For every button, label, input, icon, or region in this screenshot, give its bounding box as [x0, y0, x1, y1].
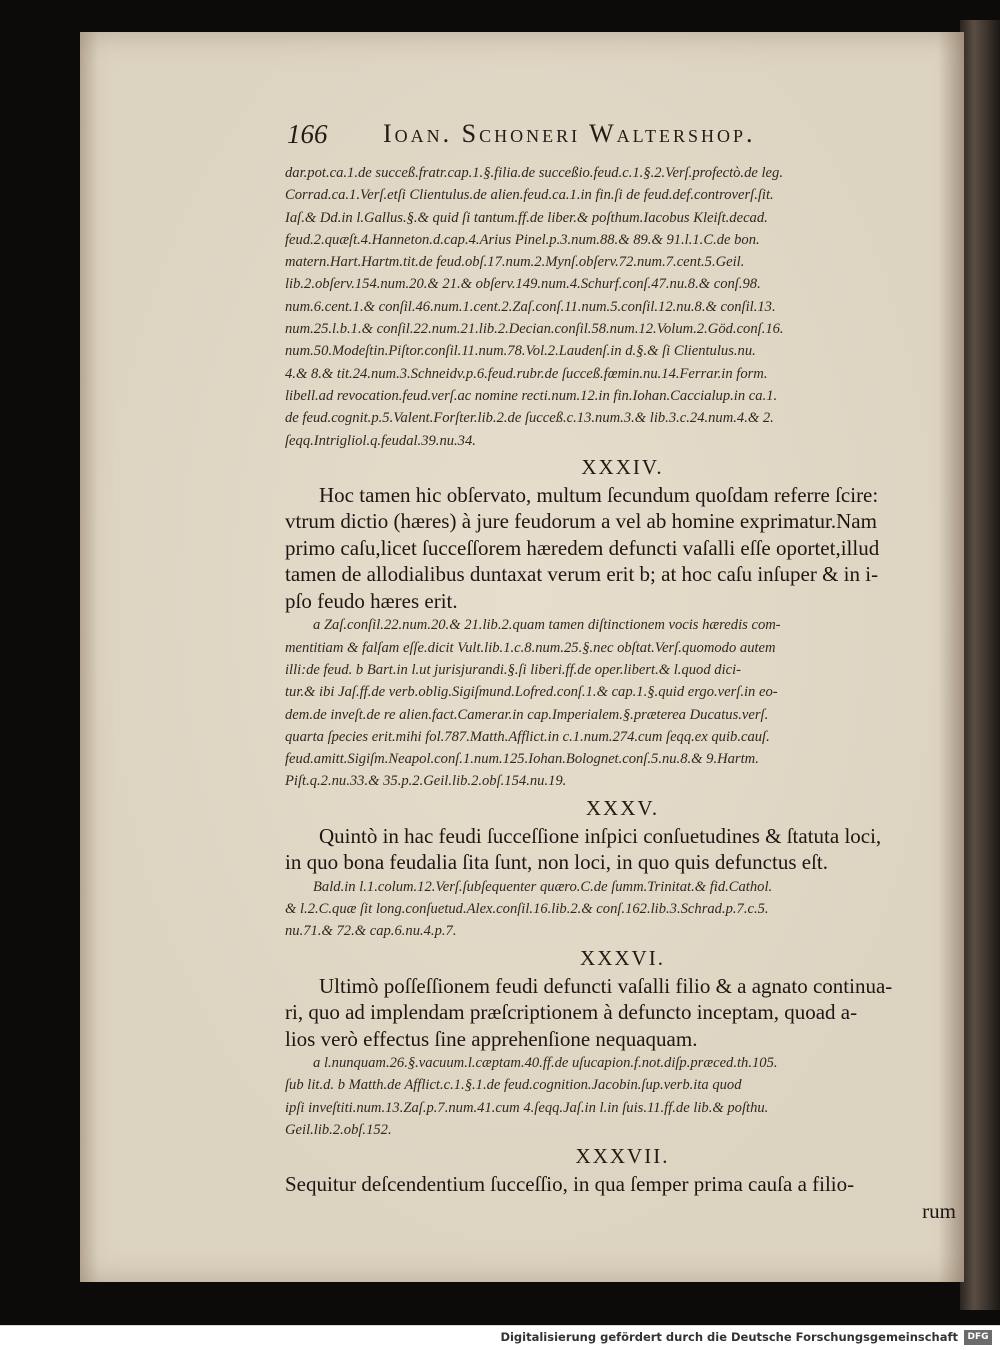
body-line: pſo feudo hæres erit.	[285, 588, 458, 613]
footnote-line: Bald.in l.1.colum.12.Verſ.ſubſequenter quæro.C.de ſumm.Trinitat.& fid.Cathol.	[313, 878, 773, 895]
citation-line: libell.ad revocation.feud.verſ.ac nomine recti.num.12.in fin.Iohan.Caccialup.in ca.1.	[285, 387, 778, 404]
footnote-line: mentitiam & falſam eſſe.dicit Vult.lib.1.c.8.num.25.§.nec obſtat.Verſ.quomodo autem	[285, 639, 776, 656]
body-line: Ultimò poſſeſſionem feudi defuncti vaſalli filio & a agnato continua-	[319, 973, 893, 998]
text-block	[285, 162, 960, 1224]
section-heading-xxxiv: XXXIV.	[581, 454, 664, 479]
footnote-line: & l.2.C.quæ ſit long.conſuetud.Alex.conſil.16.lib.2.& conſ.162.lib.3.Schrad.p.7.c.5.	[285, 901, 769, 918]
paragraph-xxxvi	[285, 973, 960, 1053]
running-title: Ioan. Schoneri Waltershop.	[383, 119, 756, 148]
paragraph-xxxiv	[285, 482, 960, 615]
citation-line: 4.& 8.& tit.24.num.3.Schneidv.p.6.feud.rubr.de ſucceß.fœmin.nu.14.Ferrar.in form.	[285, 365, 768, 382]
footnote-line: feud.amitt.Sigiſm.Neapol.conſ.1.num.125.Iohan.Bolognet.conſ.5.nu.8.& 9.Hartm.	[285, 751, 759, 768]
citation-line: Iaſ.& Dd.in l.Gallus.§.& quid ſi tantum.ff.de liber.& poſthum.Iacobus Kleiſt.decad.	[285, 209, 768, 226]
footnote-line: a Zaſ.conſil.22.num.20.& 21.lib.2.quam tamen diſtinctionem vocis hæredis com-	[313, 617, 781, 634]
citation-line: num.6.cent.1.& conſil.46.num.1.cent.2.Zaſ.conſ.11.num.5.conſil.12.nu.8.& conſil.13.	[285, 298, 776, 315]
footnotes-xxxiv	[285, 614, 960, 792]
section-heading-xxxvii: XXXVII.	[575, 1144, 670, 1169]
footnote-line: ſub lit.d. b Matth.de Afflict.c.1.§.1.de feud.cognition.Jacobin.ſup.verb.ita quod	[285, 1077, 742, 1094]
paragraph-xxxvii	[285, 1171, 960, 1224]
footnote-line: Piſt.q.2.nu.33.& 35.p.2.Geil.lib.2.obſ.154.nu.19.	[285, 773, 567, 790]
body-line: in quo bona feudalia ſita ſunt, non loci, in quo quis defunctus eſt.	[285, 850, 828, 875]
footer-bar	[0, 1325, 1000, 1350]
footnote-line: Geil.lib.2.obſ.152.	[285, 1122, 392, 1139]
footnote-line: quarta ſpecies erit.mihi fol.787.Matth.Afflict.in c.1.num.274.cum ſeqq.ex quib.cauſ.	[285, 728, 770, 745]
footnote-line: dem.de inveſt.de re alien.fact.Camerar.in cap.Imperialem.§.præterea Ducatus.verſ.	[285, 706, 769, 723]
funding-credit: Digitalisierung gefördert durch die Deutsche Forschungsgemeinschaft	[500, 1330, 958, 1344]
dfg-logo: DFG	[964, 1330, 992, 1345]
body-line: Sequitur deſcendentium ſucceſſio, in qua ſemper prima cauſa a filio-	[285, 1172, 855, 1197]
citation-line: lib.2.obſerv.154.num.20.& 21.& obſerv.149.num.4.Schurf.conſ.47.nu.8.& conſ.98.	[285, 276, 761, 293]
footnotes-xxxvi	[285, 1052, 960, 1141]
footnote-line: ipſi inveſtiti.num.13.Zaſ.p.7.num.41.cum 4.ſeqq.Jaſ.in l.in ſuis.11.ff.de lib.& poſthu.	[285, 1099, 769, 1116]
citation-line: ſeqq.Intrigliol.q.feudal.39.nu.34.	[285, 432, 476, 449]
page-number: 166	[287, 119, 328, 149]
body-line: tamen de allodialibus duntaxat verum erit b; at hoc caſu inſuper & in i-	[285, 562, 879, 587]
catchword: rum	[922, 1198, 956, 1223]
section-heading-xxxvi: XXXVI.	[580, 945, 665, 970]
citation-line: num.50.Modeſtin.Piſtor.conſil.11.num.78.Vol.2.Laudenſ.in d.§.& ſi Clientulus.nu.	[285, 343, 756, 360]
footnote-line: tur.& ibi Jaſ.ff.de verb.oblig.Sigiſmund.Lofred.conſ.1.& cap.1.§.quid ergo.verſ.in eo-	[285, 684, 778, 701]
body-line: Hoc tamen hic obſervato, multum ſecundum quoſdam referre ſcire:	[319, 482, 879, 507]
body-line: vtrum dictio (hæres) à jure feudorum a vel ab homine exprimatur.Nam	[285, 509, 877, 534]
footnote-line: illi:de feud. b Bart.in l.ut jurisjurandi.§.ſi liberi.ff.de oper.libert.& l.quod dici-	[285, 661, 742, 678]
page-header	[287, 119, 887, 159]
citation-line: Corrad.ca.1.Verſ.etſi Clientulus.de alien.feud.ca.1.in fin.ſi de feud.def.controverſ.ſit.	[285, 187, 774, 204]
citation-line: dar.pot.ca.1.de succeß.fratr.cap.1.§.filia.de succeßio.feud.c.1.§.2.Verſ.profectò.de leg.	[285, 165, 783, 181]
body-line: ri, quo ad implendam præſcriptionem à defuncto inceptam, quoad a-	[285, 1000, 858, 1025]
citation-line: num.25.l.b.1.& conſil.22.num.21.lib.2.Decian.conſil.58.num.12.Volum.2.Göd.conſ.16.	[285, 321, 784, 338]
citation-line: de feud.cognit.p.5.Valent.Forſter.lib.2.de ſucceß.c.13.num.3.& lib.3.c.24.num.4.& 2.	[285, 410, 774, 427]
footnotes-xxxv	[285, 876, 960, 943]
body-line: lios verò effectus ſine apprehenſione nequaquam.	[285, 1026, 698, 1051]
book-spine	[960, 20, 1000, 1310]
footnote-line: a l.nunquam.26.§.vacuum.l.cæptam.40.ff.de uſucapion.f.not.diſp.præced.th.105.	[313, 1055, 778, 1072]
citation-line: feud.2.quæſt.4.Hanneton.d.cap.4.Arius Pinel.p.3.num.88.& 89.& 91.l.1.C.de bon.	[285, 231, 760, 248]
body-line: primo caſu,licet ſucceſſorem hæredem defuncti vaſalli eſſe oportet,illud	[285, 535, 880, 560]
body-line: Quintò in hac feudi ſucceſſione inſpici conſuetudines & ſtatuta loci,	[319, 823, 882, 848]
footnote-line: nu.71.& 72.& cap.6.nu.4.p.7.	[285, 923, 457, 940]
paragraph-xxxv	[285, 823, 960, 876]
citation-line: matern.Hart.Hartm.tit.de feud.obſ.17.num.2.Mynſ.obſerv.72.num.7.cent.5.Geil.	[285, 254, 745, 271]
citation-block-1	[285, 162, 960, 452]
section-heading-xxxv: XXXV.	[585, 795, 660, 820]
